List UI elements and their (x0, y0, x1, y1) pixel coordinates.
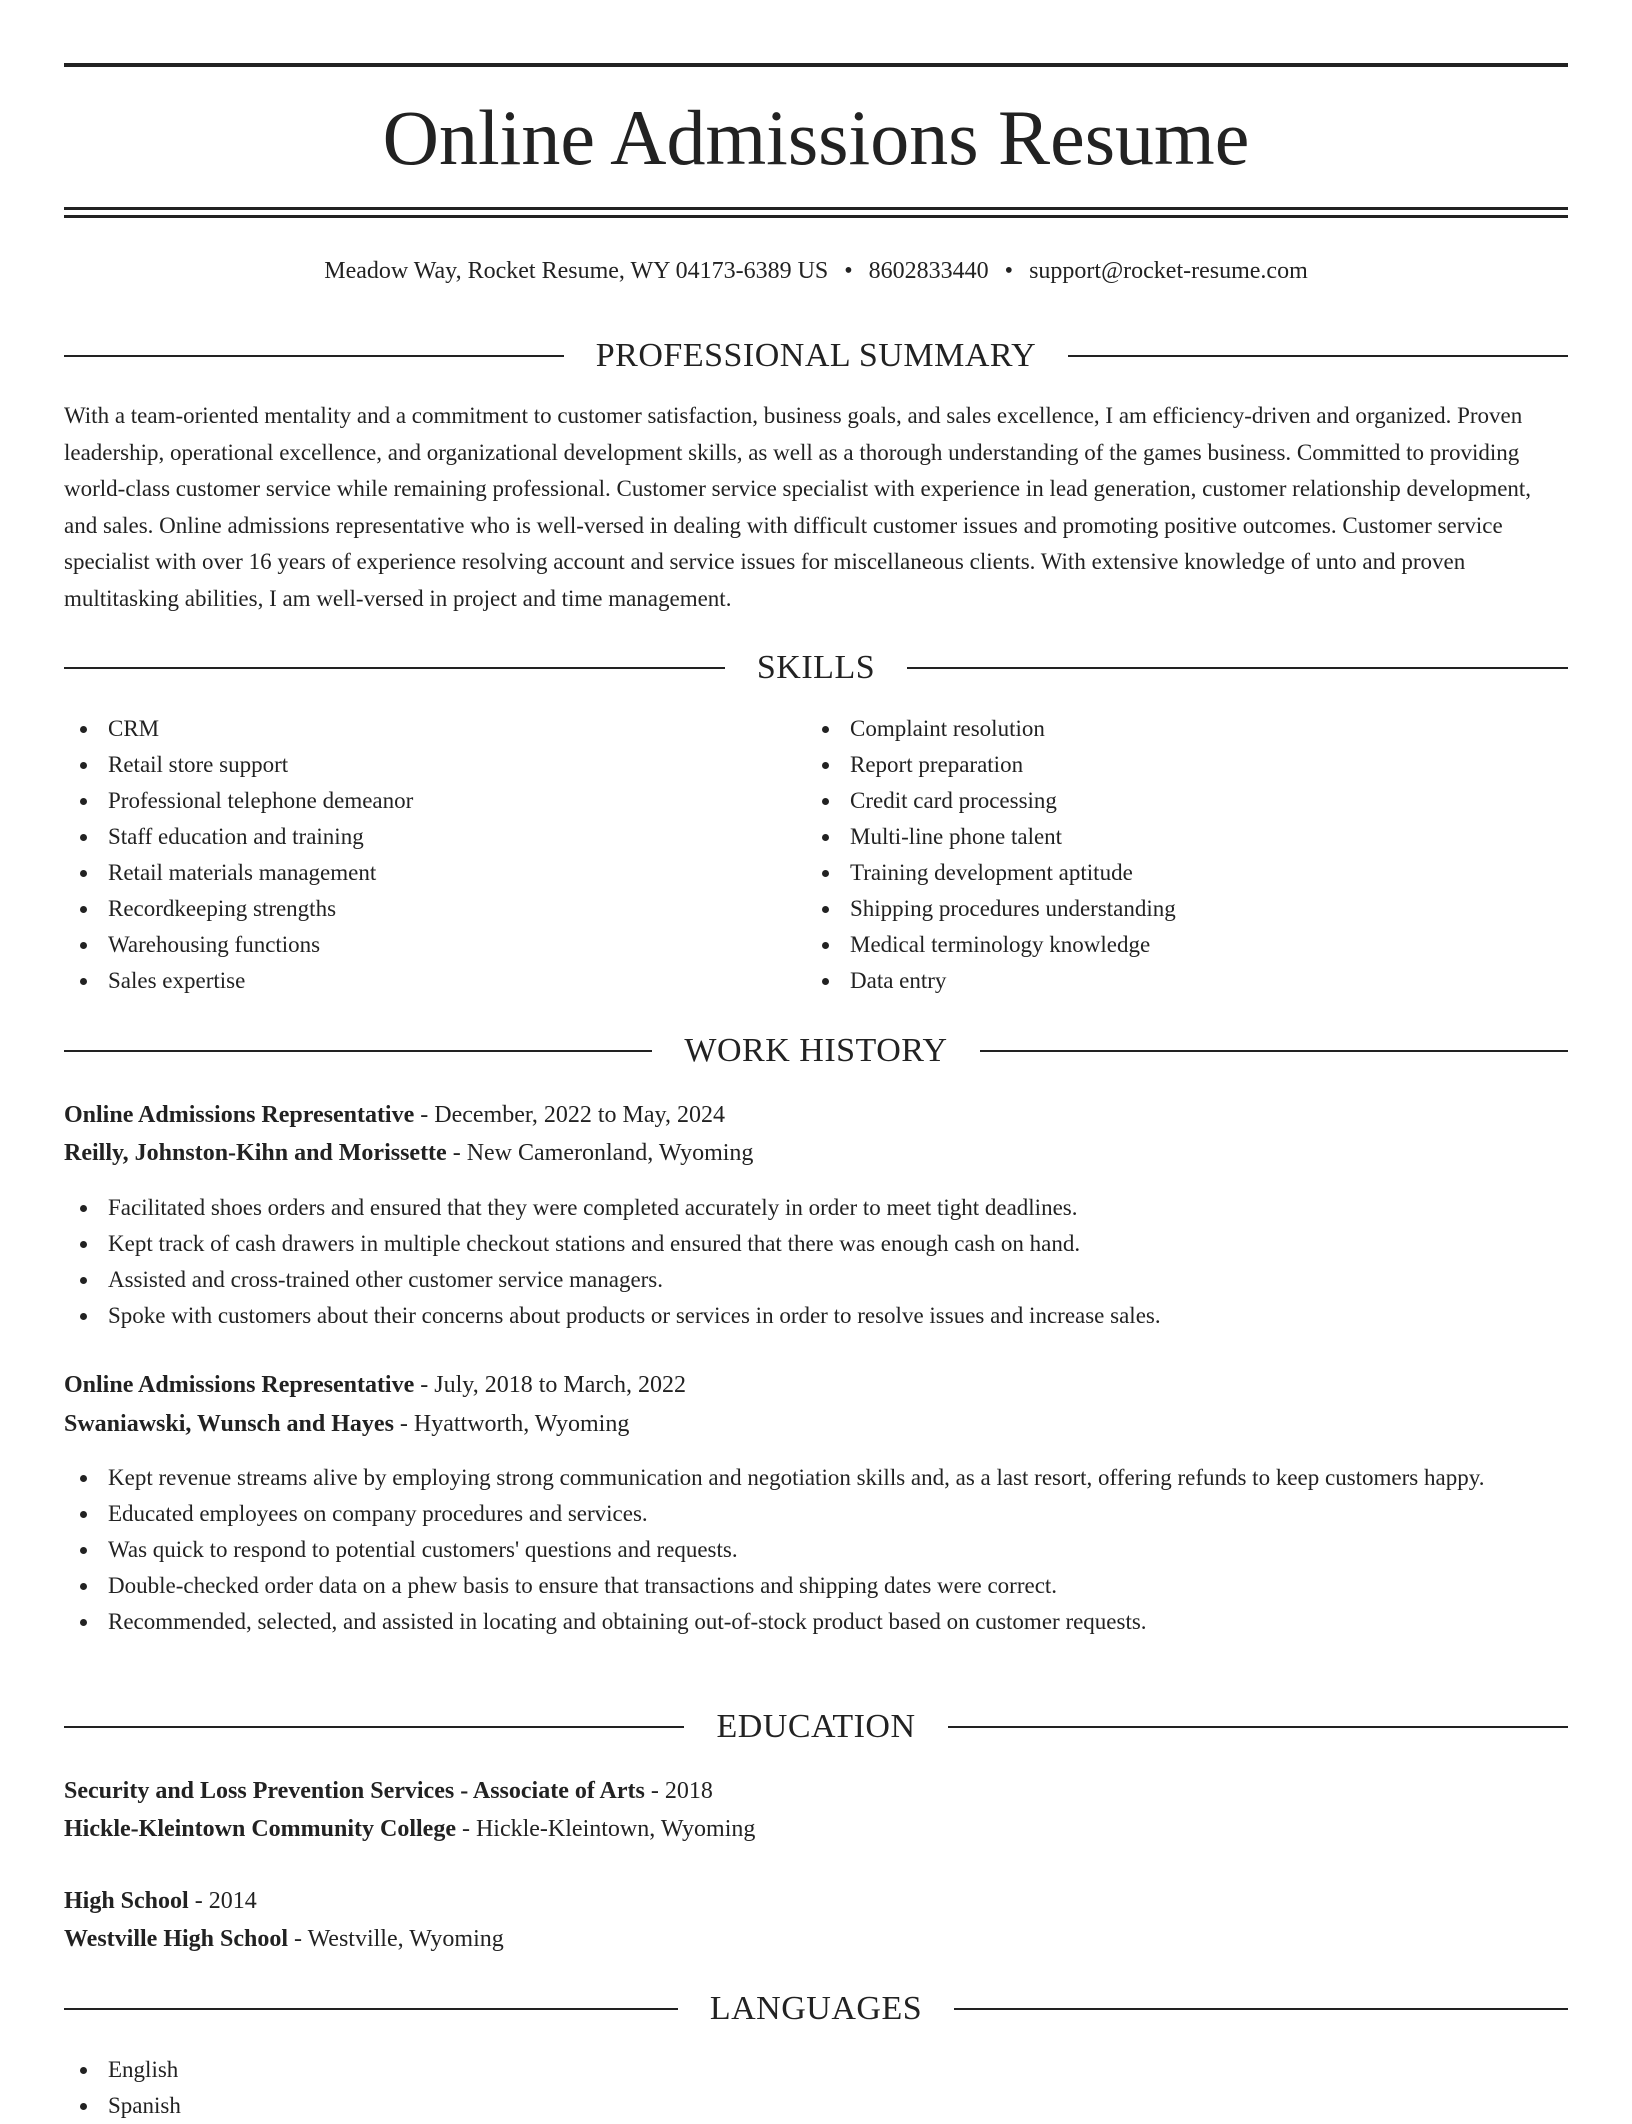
skill-item: Training development aptitude (806, 855, 1546, 891)
education-school-line (64, 1920, 1568, 1958)
summary-text: With a team-oriented mentality and a commitment to customer satisfaction, business goals, and sales excellence, I am efficiency-driven and organized. Proven leadership, operational excellence, and organizational development skills, as well as a thorough understanding of the games business. Committed to providing world-class customer service while remaining professional. Customer service specialist with experience in lead generation, customer relationship development, and sales. Online admissions representative who is well-versed in dealing with difficult customer issues and promoting positive outcomes. Customer service specialist with over 16 years of experience resolving account and service issues for miscellaneous clients. With extensive knowledge of unto and proven multitasking abilities, I am well-versed in project and time management. (64, 403, 1532, 611)
contact-separator: • (844, 258, 853, 284)
skill-item: Credit card processing (806, 783, 1546, 819)
heading-rule (954, 2008, 1568, 2010)
job-bullet: Kept track of cash drawers in multiple checkout stations and ensured that there was enough cash on hand. (64, 1226, 1568, 1262)
skill-item: CRM (64, 711, 804, 747)
job-bullet: Was quick to respond to potential customers' questions and requests. (64, 1532, 1568, 1568)
job-company-line (64, 1134, 1568, 1172)
skills-list-left (64, 711, 804, 999)
skill-item: Report preparation (806, 747, 1546, 783)
skill-item: Retail store support (64, 747, 804, 783)
heading-rule (64, 667, 725, 669)
skill-item: Complaint resolution (806, 711, 1546, 747)
education-heading-text: EDUCATION (716, 1708, 916, 1745)
job-bullet: Recommended, selected, and assisted in locating and obtaining out-of-stock product based on customer requests. (64, 1604, 1568, 1640)
education-year: - 2018 (644, 1778, 713, 1804)
education-year: - 2014 (188, 1888, 257, 1914)
contact-address: Meadow Way, Rocket Resume, WY 04173-6389 US (324, 258, 829, 284)
work-heading (64, 1029, 1568, 1073)
education-school-line (64, 1810, 1568, 1848)
education-degree-line (64, 1772, 1568, 1810)
skills-heading-text: SKILLS (756, 649, 876, 686)
top-rule (64, 63, 1568, 67)
heading-rule (1068, 355, 1568, 357)
skills-list-right (806, 711, 1546, 999)
education-location: - Westville, Wyoming (288, 1926, 504, 1952)
job-company: Reilly, Johnston-Kihn and Morissette (64, 1140, 447, 1166)
work-heading-text: WORK HISTORY (684, 1032, 948, 1069)
job-dates: - July, 2018 to March, 2022 (414, 1372, 686, 1398)
title-rule-upper (64, 207, 1568, 210)
job-title-line (64, 1366, 1568, 1404)
education-school: Westville High School (64, 1926, 289, 1952)
contact-line (64, 254, 1568, 288)
heading-rule (64, 355, 564, 357)
skill-item: Recordkeeping strengths (64, 891, 804, 927)
job-bullet: Educated employees on company procedures and services. (64, 1496, 1568, 1532)
skill-item: Warehousing functions (64, 927, 804, 963)
contact-separator: • (1004, 258, 1014, 284)
summary-heading (64, 334, 1568, 378)
skill-item: Shipping procedures understanding (806, 891, 1546, 927)
skill-item: Data entry (806, 963, 1546, 999)
language-item: Spanish (64, 2088, 1568, 2124)
job-bullet: Double-checked order data on a phew basis to ensure that transactions and shipping dates were correct. (64, 1568, 1568, 1604)
job-bullet: Assisted and cross-trained other customer service managers. (64, 1262, 1568, 1298)
job-company-line (64, 1405, 1568, 1443)
job-role: Online Admissions Representative (64, 1102, 415, 1128)
heading-rule (948, 1726, 1568, 1728)
languages-heading (64, 1987, 1568, 2031)
heading-rule (64, 2008, 678, 2010)
job-role: Online Admissions Representative (64, 1372, 415, 1398)
education-degree: Security and Loss Prevention Services - Associate of Arts (64, 1778, 645, 1804)
language-item: English (64, 2052, 1568, 2088)
languages-heading-text: LANGUAGES (709, 1990, 923, 2027)
skill-item: Staff education and training (64, 819, 804, 855)
title-rule-lower (64, 215, 1568, 218)
contact-phone: 8602833440 (868, 258, 989, 284)
skill-item: Retail materials management (64, 855, 804, 891)
job-company: Swaniawski, Wunsch and Hayes (64, 1411, 394, 1437)
job-bullets (64, 1460, 1568, 1640)
heading-rule (907, 667, 1568, 669)
skill-item: Professional telephone demeanor (64, 783, 804, 819)
skill-item: Multi-line phone talent (806, 819, 1546, 855)
skills-heading (64, 646, 1568, 690)
heading-rule (64, 1726, 684, 1728)
heading-rule (64, 1050, 652, 1052)
job-bullet: Kept revenue streams alive by employing strong communication and negotiation skills and, as a last resort, offering refunds to keep customers happy. (64, 1460, 1568, 1496)
job-location: - New Cameronland, Wyoming (446, 1140, 754, 1166)
contact-email: support@rocket-resume.com (1029, 258, 1308, 284)
resume-title: Online Admissions Resume (382, 94, 1250, 181)
summary-heading-text: PROFESSIONAL SUMMARY (595, 337, 1037, 374)
job-dates: - December, 2022 to May, 2024 (414, 1102, 725, 1128)
job-bullets (64, 1190, 1568, 1334)
job-location: - Hyattworth, Wyoming (393, 1411, 630, 1437)
languages-list (64, 2052, 1568, 2124)
education-heading (64, 1705, 1568, 1749)
education-degree: High School (64, 1888, 189, 1914)
education-school: Hickle-Kleintown Community College (64, 1816, 456, 1842)
education-location: - Hickle-Kleintown, Wyoming (455, 1816, 756, 1842)
skill-item: Sales expertise (64, 963, 804, 999)
job-bullet: Facilitated shoes orders and ensured that they were completed accurately in order to meet tight deadlines. (64, 1190, 1568, 1226)
job-title-line (64, 1096, 1568, 1134)
skill-item: Medical terminology knowledge (806, 927, 1546, 963)
job-bullet: Spoke with customers about their concerns about products or services in order to resolve issues and increase sales. (64, 1298, 1568, 1334)
heading-rule (980, 1050, 1568, 1052)
education-degree-line (64, 1882, 1568, 1920)
